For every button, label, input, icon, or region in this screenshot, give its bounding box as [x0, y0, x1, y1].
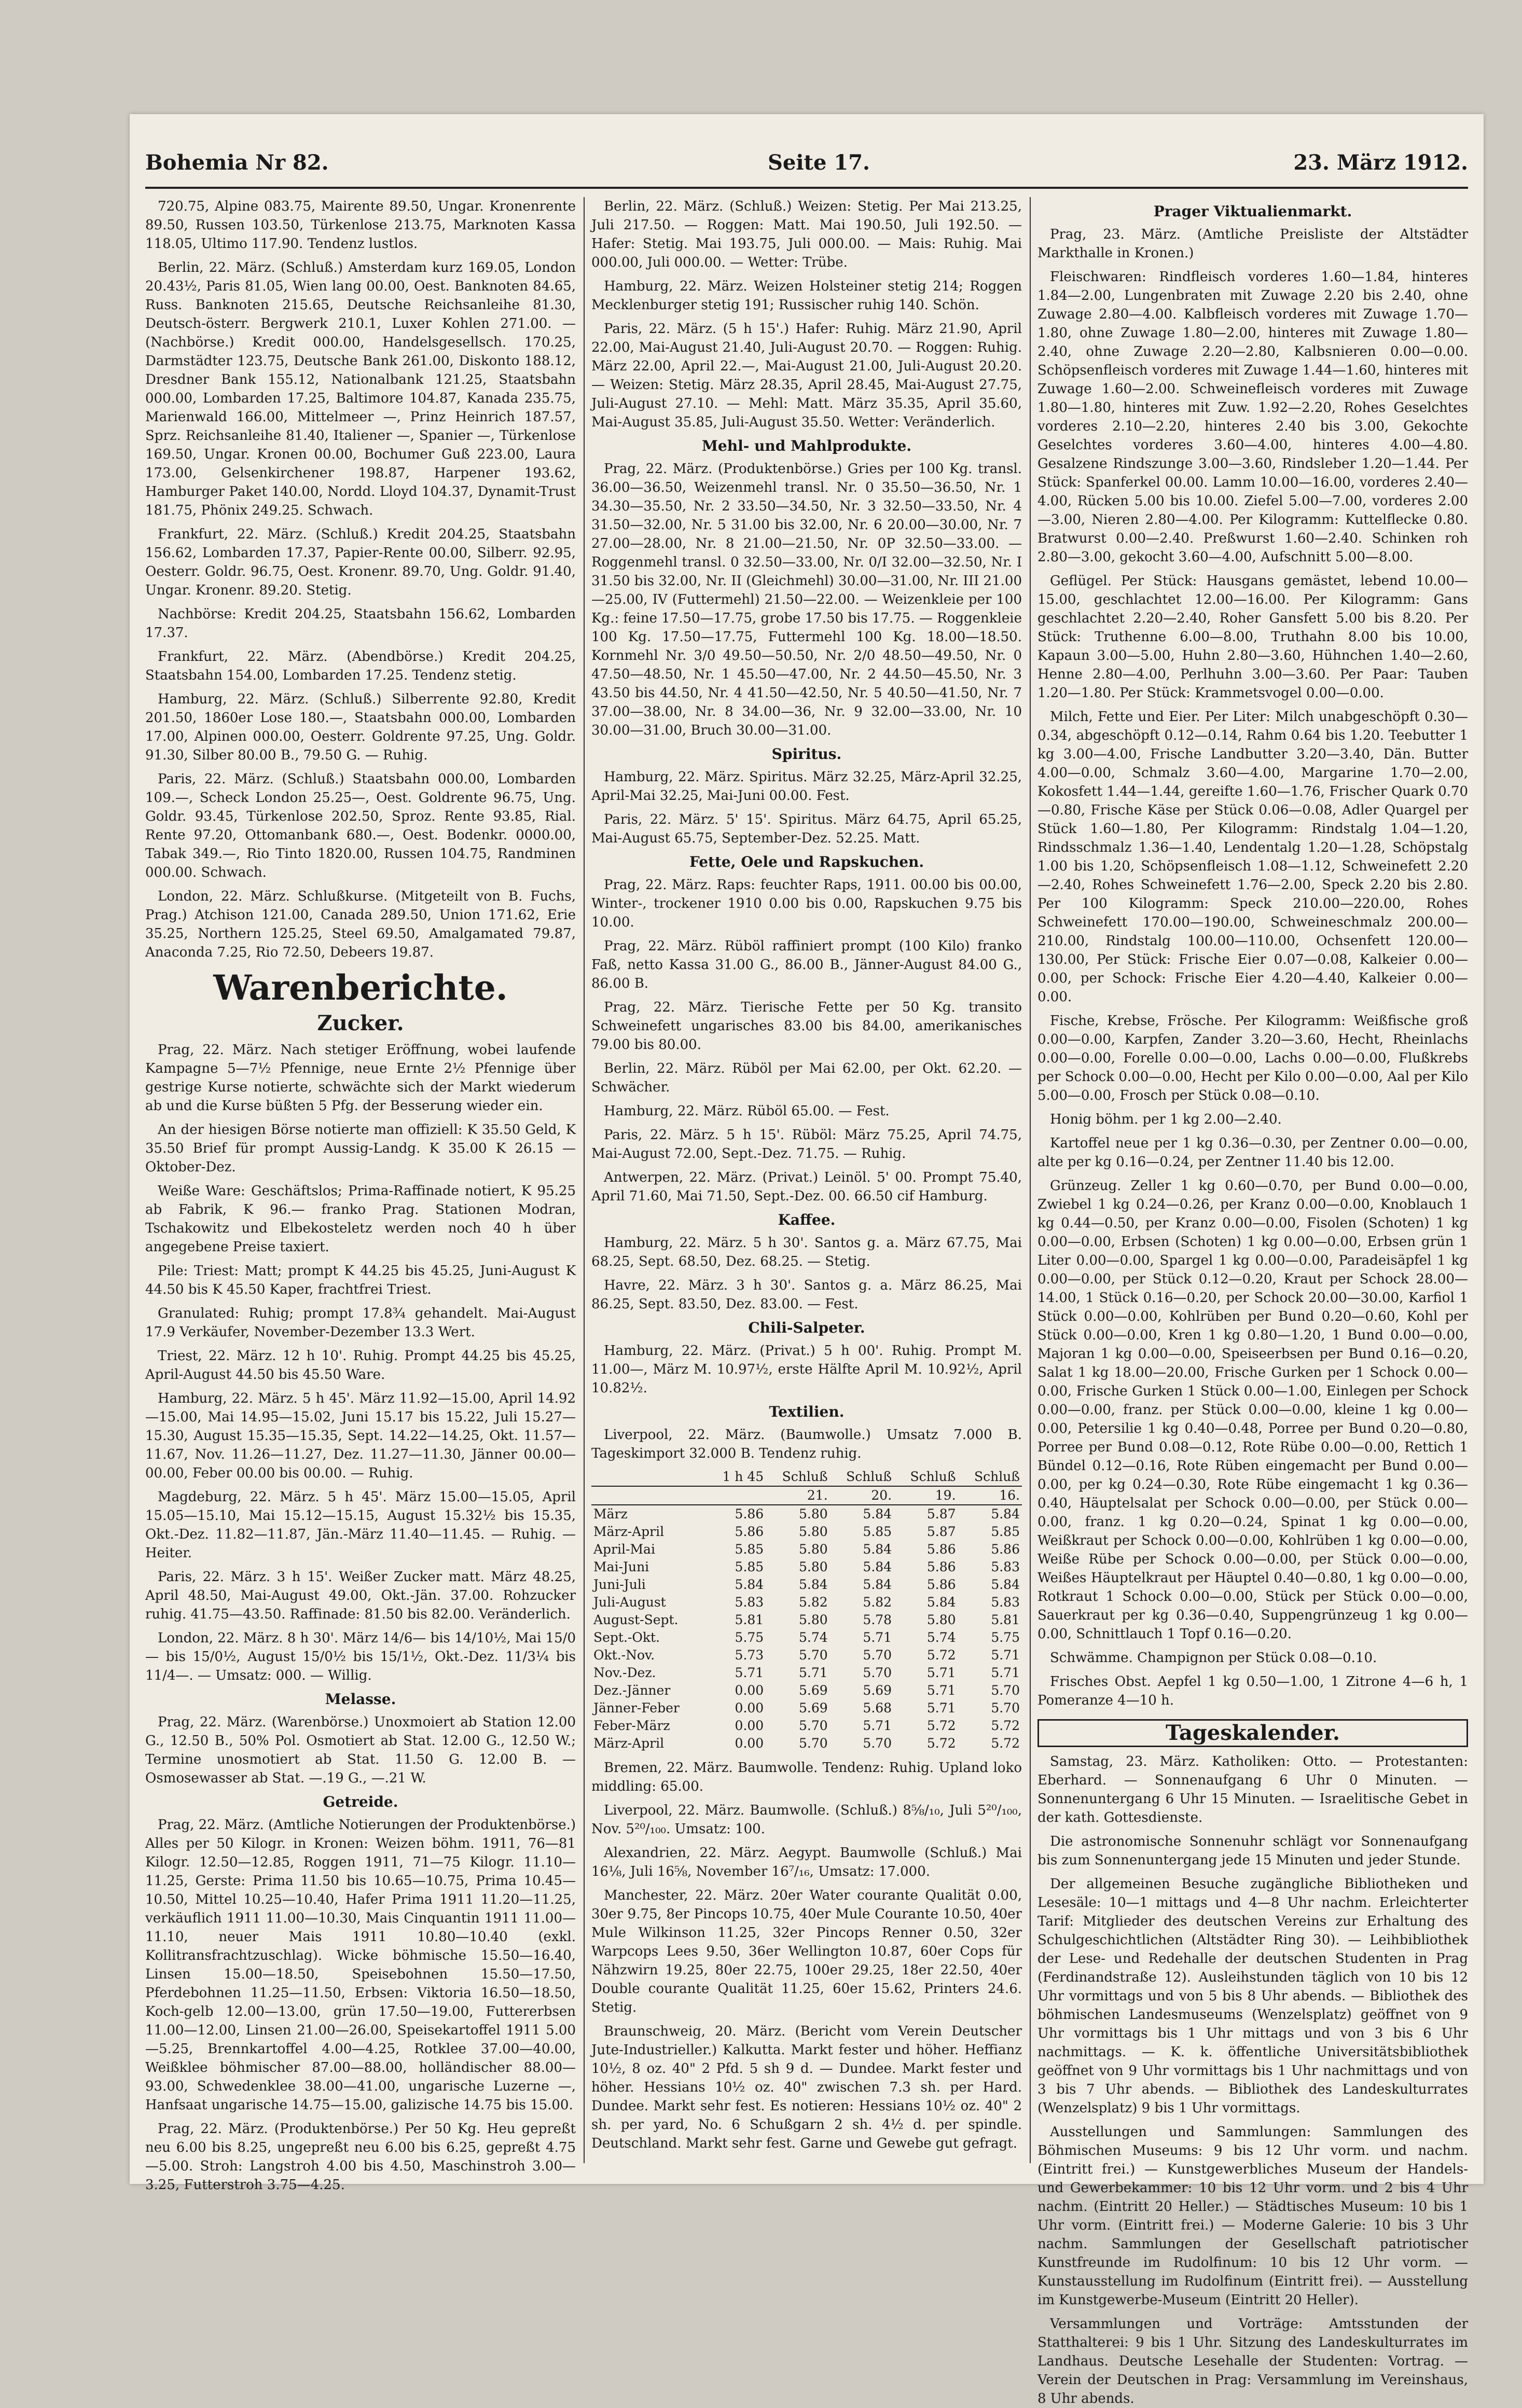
- table-row: [591, 1611, 1022, 1629]
- table-cell: 5.78: [863, 1612, 892, 1627]
- table-cell: Mai-Juni: [593, 1559, 649, 1574]
- table-cell: 5.71: [863, 1718, 892, 1733]
- table-cell: 5.71: [735, 1665, 764, 1680]
- market-paragraph: Prag, 22. März. (Warenbörse.) Unoxmoiert ab Station 12.00 G., 12.50 B., 50% Pol. Osmotiert ab Stat. 12.00 G., 12.50 W.; Termine unosmotiert ab Stat. 11.50 G. 12.00 B. — Osmosewasser ab Stat. —.19 G., —.21 W.: [145, 1714, 576, 1786]
- table-cell: 5.69: [863, 1683, 892, 1698]
- market-paragraph: Prag, 22. März. Tierische Fette per 50 Kg. transito Schweinefett ungarisches 83.00 bis 84.00, amerikanisches 79.00 bis 80.00.: [591, 1000, 1022, 1053]
- market-paragraph: Berlin, 22. März. (Schluß.) Weizen: Stetig. Per Mai 213.25, Juli 217.50. — Roggen: Matt. Mai 190.50, Juli 192.50. — Hafer: Stetig. Mai 193.75, Juli 000.00. — Mais: Ruhig. Mai 000.00, Juli 000.00. — Wetter: Trübe.: [591, 199, 1022, 270]
- table-header-cell: Schluß: [894, 1468, 958, 1486]
- table-row: [591, 1717, 1022, 1735]
- table-cell: 5.84: [991, 1577, 1020, 1592]
- section-title-spiritus: Spiritus.: [771, 745, 842, 763]
- market-paragraph: Berlin, 22. März. (Schluß.) Amsterdam kurz 169.05, London 20.43½, Paris 81.05, Wien lang 00.00, Oest. Banknoten 84.65, Russ. Banknoten 215.65, Deutsche Reichsanleihe 81.30, Deutsch-österr. Bergwerk 210.1, Luxer Kohlen 271.00. — (Nachbörse.) Kredit 000.00, Handelsgesellsch. 170.25, Darmstädter 123.75, Deutsche Bank 261.00, Diskonto 188.12, Dresdner Bank 155.12, Nationalbank 121.25, Staatsbahn 000.00, Lombarden 17.25, Baltimore 104.87, Kanada 235.75, Marienwald 166.00, Mittelmeer —, Prinz Heinrich 187.57, Sprz. Reichsanleihe 81.40, Italiener —, Spanier —, Türkenlose 169.50, Ungar. Kronen 00.00, Bochumer Guß 223.00, Laura 173.00, Gelsenkirchener 198.87, Harpener 193.62, Hamburger Paket 140.00, Nordd. Lloyd 104.37, Dynamit-Trust 181.75, Phönix 249.25. Schwach.: [145, 260, 576, 518]
- table-cell: 5.72: [991, 1736, 1020, 1751]
- table-cell: Juli-August: [593, 1595, 666, 1610]
- market-paragraph: Braunschweig, 20. März. (Bericht vom Verein Deutscher Jute-Industrieller.) Kalkutta. Markt fester und höher. Heffianz 10½, 8 oz. 40" 2 Pfd. 5 sh 9 d. — Dundee. Markt fester und höher. Hessians 10½ oz. 40" zwischen 7.3 sh. per Hard. Dundee. Markt sehr fest. Es notieren: Hessians 10½ oz. 40" 2 sh. per yard, No. 6 Schußgarn 2 sh. 4½ d. per spindle. Deutschland. Markt sehr fest. Garne und Gewebe gut gefragt.: [591, 2024, 1022, 2151]
- market-paragraph: London, 22. März. 8 h 30'. März 14/6— bis 14/10½, Mai 15/0— bis 15/0½, August 15/0½ bis 15/1½, Okt.-Dez. 11/3¼ bis 11/4—. — Umsatz: 000. — Willig.: [145, 1630, 576, 1683]
- table-row: [591, 1523, 1022, 1541]
- table-cell: 5.70: [798, 1718, 828, 1733]
- table-cell: 5.84: [863, 1542, 892, 1557]
- table-cell: 0.00: [735, 1736, 764, 1751]
- table-cell: 5.69: [798, 1683, 828, 1698]
- table-cell: Nov.-Dez.: [593, 1665, 656, 1680]
- market-paragraph: Milch, Fette und Eier. Per Liter: Milch unabgeschöpft 0.30—0.34, abgeschöpft 0.12—0.14, Rahm 0.64 bis 1.20. Teebutter 1 kg 3.00—4.00, Frische Landbutter 3.20—3.40, Dän. Butter 4.00—0.00, Schmalz 3.60—4.00, Margarine 1.70—2.00, Kokosfett 1.44—1.44, gereifte 1.60—1.76, Frischer Quark 0.70—0.80, Frische Käse per Stück 0.06—0.08, Adler Quargel per Stück 1.60—1.80, Per Kilogramm: Rindstalg 1.04—1.20, Rindsschmalz 1.36—1.40, Lendentalg 1.20—1.28, Schöpstalg 1.00 bis 1.20, Schöpsenfleisch 1.08—1.12, Schweinefett 2.20—2.40, Rohes Schweinefett 1.76—2.00, Speck 2.20 bis 2.80. Per 100 Kilogramm: Speck 210.00—220.00, Rohes Schweinefett 170.00—190.00, Schweineschmalz 200.00—210.00, Rindstalg 100.00—110.00, Ochsenfett 120.00—130.00, Per Stück: Frische Eier 0.07—0.08, Kalkeier 0.00—0.00, per Schock: Frische Eier 4.20—4.40, Kalkeier 0.00—0.00.: [1037, 709, 1468, 1005]
- table-cell: 5.80: [926, 1612, 956, 1627]
- table-cell: 5.70: [798, 1648, 828, 1663]
- table-cell: 5.84: [863, 1559, 892, 1574]
- market-paragraph: Prag, 23. März. (Amtliche Preisliste der Altstädter Markthalle in Kronen.): [1037, 227, 1468, 261]
- table-row: [591, 1646, 1022, 1664]
- market-paragraph: Hamburg, 22. März. Rüböl 65.00. — Fest.: [604, 1103, 890, 1119]
- table-row: [591, 1576, 1022, 1594]
- table-cell: Sept.-Okt.: [593, 1630, 660, 1645]
- column-divider: [1030, 197, 1031, 2163]
- table-header-cell: 1 h 45: [707, 1468, 766, 1486]
- section-title-viktualienmarkt: Prager Viktualienmarkt.: [1153, 203, 1352, 220]
- table-header-cell: [591, 1468, 707, 1486]
- table-cell: 5.80: [798, 1542, 828, 1557]
- calendar-paragraph: Ausstellungen und Sammlungen: Sammlungen des Böhmischen Museums: 9 bis 12 Uhr vorm. und nachm. (Eintritt frei.) — Kunstgewerbliches Museum der Handels- und Gewerbekammer: 10 bis 12 Uhr vorm. und 2 bis 4 Uhr nachm. (Eintritt 20 Heller.) — Städtisches Museum: 10 bis 1 Uhr vorm. (Eintritt frei.) — Moderne Galerie: 10 bis 3 Uhr nachm. Sammlungen der Gesellschaft patriotischer Kunstfreunde im Rudolfinum: 10 bis 12 Uhr vorm. — Kunstausstellung im Rudolfinum (Eintritt frei). — Ausstellung im Kunstgewerbe-Museum (Eintritt 20 Heller).: [1037, 2124, 1468, 2308]
- table-cell: 5.71: [991, 1648, 1020, 1663]
- table-cell: 5.71: [926, 1683, 956, 1698]
- table-header-cell: 21.: [766, 1486, 829, 1505]
- table-cell: 5.86: [926, 1542, 956, 1557]
- table-cell: März: [593, 1506, 628, 1521]
- table-cell: August-Sept.: [593, 1612, 679, 1627]
- market-paragraph: Fische, Krebse, Frösche. Per Kilogramm: Weißfische groß 0.00—0.00, Karpfen, Zander 3.20—3.60, Hecht, Rheinlachs 0.00—0.00, Forelle 0.00—0.00, Lachs 0.00—0.00, Flußkrebs per Schock 0.00—0.00, Hecht per Kilo 0.00—0.00, Aal per Kilo 5.00—0.00, Frosch per Stück 0.08—0.10.: [1037, 1013, 1468, 1103]
- header-date: 23. März 1912.: [1293, 150, 1468, 175]
- column-divider: [584, 197, 585, 2163]
- market-paragraph: Granulated: Ruhig; prompt 17.8¾ gehandelt. Mai-August 17.9 Verkäufer, November-Dezember 13.3 Wert.: [145, 1306, 576, 1340]
- table-cell: 5.72: [926, 1736, 956, 1751]
- market-paragraph: Paris, 22. März. 5 h 15'. Rüböl: März 75.25, April 74.75, Mai-August 72.00, Sept.-Dez. 71.75. — Ruhig.: [591, 1127, 1022, 1161]
- market-paragraph: Liverpool, 22. März. Baumwolle. (Schluß.) 8⅝/₁₀, Juli 5²⁰/₁₀₀, Nov. 5²⁰/₁₀₀. Umsatz: 100.: [591, 1803, 1022, 1837]
- table-cell: 5.75: [735, 1630, 764, 1645]
- table-cell: 0.00: [735, 1718, 764, 1733]
- market-paragraph: Pile: Triest: Matt; prompt K 44.25 bis 45.25, Juni-August K 44.50 bis K 45.50 Kaper, frachtfrei Triest.: [145, 1263, 576, 1297]
- table-cell: 5.75: [991, 1630, 1020, 1645]
- section-title-getreide: Getreide.: [323, 1793, 398, 1810]
- calendar-paragraph: Der allgemeinen Besuche zugängliche Bibliotheken und Lesesäle: 10—1 mittags und 4—8 Uhr nachm. Erleichterter Tarif: Mitglieder des deutschen Vereins zur Erhaltung des Schulgeschichtlichen (Altstädter Ring 30). — Leihbibliothek der Lese- und Redehalle der deutschen Studenten in Prag (Ferdinandstraße 12). Ausleihstunden täglich von 10 bis 12 Uhr vormittags und von 5 bis 8 Uhr abends. — Bibliothek des böhmischen Landesmuseums (Wenzelsplatz) geöffnet von 9 Uhr vormittags bis 1 Uhr mittags und von 3 bis 6 Uhr nachmittags. — K. k. öffentliche Universitätsbibliothek geöffnet von 9 Uhr vormittags bis 1 Uhr nachmittags und von 3 bis 7 Uhr abends. — Bibliothek des Landeskulturrates (Wenzelsplatz) 9 bis 1 Uhr vormittags.: [1037, 1876, 1468, 2116]
- section-title-tageskalender: Tageskalender.: [1037, 1719, 1468, 1747]
- table-cell: 5.86: [735, 1524, 764, 1539]
- market-paragraph: Hamburg, 22. März. 5 h 45'. März 11.92—15.00, April 14.92—15.00, Mai 14.95—15.02, Juni 15.17 bis 15.22, Juli 15.27—15.30, August 15.35—15.35, Sept. 14.22—14.25, Okt. 11.57—11.67, Nov. 11.26—11.27, Dez. 11.27—11.30, Jänner 00.00—00.00, Feber 00.00 bis 00.00. — Ruhig.: [145, 1391, 576, 1481]
- table-cell: 5.85: [991, 1524, 1020, 1539]
- market-paragraph: Magdeburg, 22. März. 5 h 45'. März 15.00—15.05, April 15.05—15.10, Mai 15.12—15.15, August 15.32½ bis 15.35, Okt.-Dez. 11.82—11.87, Jän.-März 11.40—11.45. — Ruhig. — Heiter.: [145, 1489, 576, 1561]
- table-cell: 5.85: [735, 1542, 764, 1557]
- table-cell: 5.82: [863, 1595, 892, 1610]
- table-cell: 5.70: [863, 1665, 892, 1680]
- market-paragraph: Triest, 22. März. 12 h 10'. Ruhig. Prompt 44.25 bis 45.25, April-August 44.50 bis 45.50 Ware.: [145, 1348, 576, 1382]
- table-cell: 5.70: [798, 1736, 828, 1751]
- table-cell: 5.84: [735, 1577, 764, 1592]
- table-cell: 5.84: [991, 1506, 1020, 1521]
- table-header-cell: Schluß: [958, 1468, 1022, 1486]
- market-paragraph: Manchester, 22. März. 20er Water courante Qualität 0.00, 30er 9.75, 8er Pincops 10.75, 40er Mule Courante 10.50, 40er Mule Wilkinson 11.25, 32er Pincops Renner 0.50, 32er Warpcops Lees 9.50, 36er Wellington 10.87, 60er Cops für Nähzwirn 19.25, 80er 22.75, 100er 29.25, 18er 22.50, 40er Double courante Qualität 11.25, 60er 15.62, Printers 24.6. Stetig.: [591, 1888, 1022, 2015]
- table-header-cell: Schluß: [766, 1468, 829, 1486]
- market-paragraph: Alexandrien, 22. März. Aegypt. Baumwolle (Schluß.) Mai 16⅛, Juli 16⅝, November 16⁷/₁₆, Umsatz: 17.000.: [591, 1845, 1022, 1879]
- table-cell: März-April: [593, 1524, 665, 1539]
- table-cell: 5.87: [926, 1524, 956, 1539]
- table-cell: 5.86: [991, 1542, 1020, 1557]
- market-paragraph: Paris, 22. März. 5' 15'. Spiritus. März 64.75, April 65.25, Mai-August 65.75, September-Dez. 52.25. Matt.: [591, 812, 1022, 846]
- market-paragraph: Paris, 22. März. 3 h 15'. Weißer Zucker matt. März 48.25, April 48.50, Mai-August 49.00, Okt.-Jän. 37.00. Rohzucker ruhig. 41.75—43.50. Raffinade: 81.50 bis 82.00. Veränderlich.: [145, 1569, 576, 1622]
- table-cell: 5.72: [926, 1648, 956, 1663]
- section-title-melasse: Melasse.: [325, 1691, 396, 1708]
- market-paragraph: Kartoffel neue per 1 kg 0.36—0.30, per Zentner 0.00—0.00, alte per kg 0.16—0.24, per Zentner 11.40 bis 12.00.: [1037, 1136, 1468, 1170]
- market-paragraph: Liverpool, 22. März. (Baumwolle.) Umsatz 7.000 B. Tageskimport 32.000 B. Tendenz ruhig.: [591, 1427, 1022, 1461]
- table-cell: 5.84: [863, 1506, 892, 1521]
- market-paragraph: Hamburg, 22. März. Spiritus. März 32.25, März-April 32.25, April-Mai 32.25, Mai-Juni 00.00. Fest.: [591, 769, 1022, 804]
- table-cell: Feber-März: [593, 1718, 670, 1733]
- table-cell: Okt.-Nov.: [593, 1648, 655, 1663]
- table-cell: 5.72: [991, 1718, 1020, 1733]
- table-row: [591, 1629, 1022, 1646]
- table-cell: 5.85: [863, 1524, 892, 1539]
- table-cell: 5.81: [991, 1612, 1020, 1627]
- market-paragraph: London, 22. März. Schlußkurse. (Mitgeteilt von B. Fuchs, Prag.) Atchison 121.00, Canada 289.50, Union 171.62, Erie 35.25, Northern 125.25, Steel 69.50, Amalgamated 79.87, Anaconda 7.25, Rio 72.50, Debeers 19.87.: [145, 889, 576, 960]
- table-cell: 5.83: [735, 1595, 764, 1610]
- table-cell: 5.71: [926, 1700, 956, 1715]
- calendar-paragraph: Samstag, 23. März. Katholiken: Otto. — Protestanten: Eberhard. — Sonnenaufgang 6 Uhr 0 Minuten. — Sonnenuntergang 6 Uhr 15 Minuten. — Israelitische Gebet in der kath. Gottesdienste.: [1037, 1754, 1468, 1825]
- table-cell: 5.87: [926, 1506, 956, 1521]
- table-cell: 5.83: [991, 1595, 1020, 1610]
- section-title-zucker: Zucker.: [317, 1011, 404, 1035]
- market-paragraph: Nachbörse: Kredit 204.25, Staatsbahn 156.62, Lombarden 17.37.: [145, 606, 576, 641]
- table-row: [591, 1735, 1022, 1752]
- market-paragraph: Paris, 22. März. (Schluß.) Staatsbahn 000.00, Lombarden 109.—, Scheck London 25.25—, Oest. Goldrente 96.75, Ung. Goldr. 93.45, Türkenlose 202.50, Sproz. Rente 93.85, Rial. Rente 97.20, Ottomanbank 680.—, Oest. Bodenkr. 0000.00, Tabak 349.—, Rio Tinto 1820.00, Russen 104.75, Randminen 000.00. Schwach.: [145, 771, 576, 880]
- table-cell: 5.71: [798, 1665, 828, 1680]
- table-cell: 5.72: [926, 1718, 956, 1733]
- section-title-warenberichte: Warenberichte.: [213, 967, 508, 1008]
- table-cell: 5.84: [863, 1577, 892, 1592]
- table-cell: 5.70: [863, 1736, 892, 1751]
- market-paragraph: 720.75, Alpine 083.75, Mairente 89.50, Ungar. Kronenrente 89.50, Russen 103.50, Türkenlose 213.75, Marknoten Kassa 118.05, Ultimo 117.90. Tendenz lustlos.: [145, 199, 576, 252]
- header-page-number: Seite 17.: [768, 150, 870, 175]
- table-cell: 5.70: [863, 1648, 892, 1663]
- table-cell: Juni-Juli: [593, 1577, 646, 1592]
- table-cell: 5.86: [926, 1559, 956, 1574]
- table-cell: 0.00: [735, 1700, 764, 1715]
- section-title-kaffee: Kaffee.: [778, 1211, 836, 1228]
- calendar-paragraph: Versammlungen und Vorträge: Amtsstunden der Statthalterei: 9 bis 1 Uhr. Sitzung des Landeskulturrates im Landhaus. Deutsche Lesehalle der Studenten: Vortrag. — Verein der Deutschen in Prag: Versammlung im Vereinshaus, 8 Uhr abends.: [1037, 2316, 1468, 2406]
- header-rule: [145, 187, 1468, 189]
- table-cell: Jänner-Feber: [593, 1700, 680, 1715]
- table-row: [591, 1558, 1022, 1576]
- section-title-mehl: Mehl- und Mahlprodukte.: [701, 437, 912, 454]
- header-issue: Bohemia Nr 82.: [145, 150, 329, 175]
- table-cell: 5.74: [926, 1630, 956, 1645]
- table-cell: 5.70: [991, 1683, 1020, 1698]
- market-paragraph: An der hiesigen Börse notierte man offiziell: K 35.50 Geld, K 35.50 Brief für prompt Aussig-Landg. K 35.00 K 26.15 — Oktober-Dez.: [145, 1122, 576, 1175]
- market-paragraph: Prag, 22. März. Rüböl raffiniert prompt (100 Kilo) franko Faß, netto Kassa 31.00 G., 86.00 B., Jänner-August 84.00 G., 86.00 B.: [591, 938, 1022, 991]
- table-cell: 5.68: [863, 1700, 892, 1715]
- table-header-cell: 16.: [958, 1486, 1022, 1505]
- table-cell: 5.80: [798, 1559, 828, 1574]
- table-cell: April-Mai: [593, 1542, 655, 1557]
- cotton-price-table: [591, 1468, 1022, 1752]
- table-cell: 5.71: [991, 1665, 1020, 1680]
- table-cell: 5.70: [991, 1700, 1020, 1715]
- market-paragraph: Honig böhm. per 1 kg 2.00—2.40.: [1050, 1112, 1282, 1127]
- section-title-chili: Chili-Salpeter.: [748, 1319, 865, 1336]
- table-cell: Dez.-Jänner: [593, 1683, 671, 1698]
- section-title-fette: Fette, Oele und Rapskuchen.: [689, 853, 924, 870]
- market-paragraph: Frankfurt, 22. März. (Schluß.) Kredit 204.25, Staatsbahn 156.62, Lombarden 17.37, Papier-Rente 00.00, Silberr. 92.95, Oesterr. Goldr. 96.75, Oest. Kronenr. 89.70, Ung. Goldr. 91.40, Ungar. Kronenr. 89.20. Stetig.: [145, 527, 576, 598]
- column-2: [591, 197, 1022, 2163]
- table-cell: 5.71: [863, 1630, 892, 1645]
- table-cell: 5.84: [798, 1577, 828, 1592]
- table-cell: 5.80: [798, 1612, 828, 1627]
- table-cell: 0.00: [735, 1683, 764, 1698]
- table-cell: 5.69: [798, 1700, 828, 1715]
- table-cell: März-April: [593, 1736, 665, 1751]
- market-paragraph: Weiße Ware: Geschäftslos; Prima-Raffinade notiert, K 95.25 ab Fabrik, K 96.— franko Prag. Stationen Modran, Tschakowitz und Elbekosteletz werden noch 40 h über angegebene Preise taxiert.: [145, 1183, 576, 1255]
- market-paragraph: Frankfurt, 22. März. (Abendbörse.) Kredit 204.25, Staatsbahn 154.00, Lombarden 17.25. Tendenz stetig.: [145, 649, 576, 683]
- table-cell: 5.74: [798, 1630, 828, 1645]
- table-subheader-row: [591, 1486, 1022, 1505]
- table-cell: 5.83: [991, 1559, 1020, 1574]
- table-row: [591, 1594, 1022, 1611]
- table-row: [591, 1541, 1022, 1558]
- table-header-cell: 20.: [830, 1486, 894, 1505]
- table-cell: 5.80: [798, 1506, 828, 1521]
- market-paragraph: Prag, 22. März. (Amtliche Notierungen der Produktenbörse.) Alles per 50 Kilogr. in Kronen: Weizen böhm. 1911, 76—81 Kilogr. 12.50—12.85, Roggen 1911, 71—75 Kilogr. 11.10—11.25, Gerste: Prima 11.50 bis 10.65—10.75, Prima 10.45—10.50, Mittel 10.25—10.40, Hafer Prima 1911 11.20—11.25, verkäuflich 1911 11.00—10.30, Mais Cinquantin 1911 11.00—11.10, neuer Mais 1911 10.80—10.40 (exkl. Kollitransfrachtzuschlag). Wicke böhmische 15.50—16.40, Linsen 15.00—18.50, Speisebohnen 15.50—17.50, Pferdebohnen 11.25—11.50, Erbsen: Viktoria 16.50—18.50, Koch-gelb 12.00—13.00, grün 17.50—19.00, Futtererbsen 11.00—12.00, Linsen 21.00—26.00, Speisekartoffel 1911 5.00—5.25, Brennkartoffel 4.00—4.25, Rotklee 37.00—40.00, Weißklee böhmischer 87.00—88.00, holländischer 88.00—93.00, Schwedenklee 38.00—41.00, ungarische Luzerne —, Hanfsaat ungarische 14.75—15.00, galizische 14.75 bis 15.00.: [145, 1817, 576, 2113]
- market-paragraph: Havre, 22. März. 3 h 30'. Santos g. a. März 86.25, Mai 86.25, Sept. 83.50, Dez. 83.00. — Fest.: [591, 1278, 1022, 1312]
- table-row: [591, 1505, 1022, 1523]
- calendar-paragraph: Die astronomische Sonnenuhr schlägt vor Sonnenaufgang bis zum Sonnenuntergang jede 15 Minuten und jeder Stunde.: [1037, 1834, 1468, 1868]
- newspaper-page: [130, 114, 1484, 2406]
- column-3: [1037, 197, 1468, 2406]
- table-body: [591, 1505, 1022, 1752]
- market-paragraph: Hamburg, 22. März. 5 h 30'. Santos g. a. März 67.75, Mai 68.25, Sept. 68.50, Dez. 68.25. — Stetig.: [591, 1235, 1022, 1269]
- market-paragraph: Frisches Obst. Aepfel 1 kg 0.50—1.00, 1 Zitrone 4—6 h, 1 Pomeranze 4—10 h.: [1037, 1674, 1468, 1708]
- table-cell: 5.82: [798, 1595, 828, 1610]
- market-paragraph: Geflügel. Per Stück: Hausgans gemästet, lebend 10.00—15.00, geschlachtet 12.00—16.00. Per Kilogramm: Gans geschlachtet 2.20—2.40, Roher Gansfett 5.00 bis 8.20. Per Stück: Truthenne 6.00—8.00, Truthahn 8.00 bis 10.00, Kapaun 3.00—5.00, Huhn 2.80—3.60, Hühnchen 1.40—2.60, Henne 2.80—4.00, Perlhuhn 3.00—3.60. Per Paar: Tauben 1.20—1.80. Per Stück: Krammetsvogel 0.00—0.00.: [1037, 573, 1468, 701]
- page-header: [145, 150, 1468, 182]
- table-row: [591, 1682, 1022, 1699]
- table-cell: 5.81: [735, 1612, 764, 1627]
- section-title-textilien: Textilien.: [769, 1403, 845, 1420]
- market-paragraph: Grünzeug. Zeller 1 kg 0.60—0.70, per Bund 0.00—0.00, Zwiebel 1 kg 0.24—0.26, per Kranz 0.00—0.00, Knoblauch 1 kg 0.44—0.50, per Kranz 0.00—0.00, Fisolen (Schoten) 1 kg 0.00—0.00, Erbsen (Schoten) 1 kg 0.00—0.00, Erbsen grün 1 Liter 0.00—0.00, Spargel 1 kg 0.00—0.00, Paradeisäpfel 1 kg 0.00—0.00, per Stück 0.12—0.20, Kraut per Schock 28.00—14.00, 1 Stück 0.16—0.20, per Schock 20.00—30.00, Karfiol 1 Stück 0.00—0.00, Kohlrüben per Bund 0.20—0.60, Kohl per Stück 0.00—0.00, Kren 1 kg 0.80—1.20, 1 Bund 0.00—0.00, Majoran 1 kg 0.00—0.00, Speiseerbsen per Bund 0.16—0.20, Salat 1 kg 18.00—20.00, Frische Gurken per 1 Schock 0.00—0.00, Frische Gurken 1 Stück 0.00—1.00, Einlegen per Schock 0.00—0.00, franz. per Stück 0.00—0.00, kleine 1 kg 0.00—0.00, Petersilie 1 kg 0.40—0.48, Porree per Bund 0.20—0.80, Porree per Bund 0.08—0.12, Rote Rübe 0.00—0.00, Rettich 1 Bündel 0.12—0.16, Rote Rüben eingemacht per Bund 0.00—0.00, per kg 0.24—0.30, Rote Rübe eingemacht 1 kg 0.36—0.40, Häuptelsalat per Schock 0.00—0.00, per Stück 0.00—0.00, franz. 1 kg 0.20—0.24, Spinat 1 kg 0.00—0.00, Weißkraut per Schock 0.00—0.00, Kohlrüben 1 kg 0.00—0.00, Weiße Rübe per Schock 0.00—0.00, per Stück 0.00—0.00, Weißes Häuptelkraut per Häuptel 0.40—0.80, 1 kg 0.00—0.00, Rotkraut 1 Schock 0.00—0.00, Stück per Stück 0.00—0.00, Sauerkraut per kg 0.36—0.40, Suppengrünzeug 1 kg 0.00—0.00, Schnittlauch 1 Topf 0.16—0.20.: [1037, 1178, 1468, 1642]
- table-cell: 5.86: [735, 1506, 764, 1521]
- market-paragraph: Hamburg, 22. März. (Privat.) 5 h 00'. Ruhig. Prompt M. 11.00—, März M. 10.97½, erste Hälfte April M. 10.92½, April 10.82½.: [591, 1343, 1022, 1396]
- table-header-cell: [707, 1486, 766, 1505]
- table-header-cell: Schluß: [830, 1468, 894, 1486]
- market-paragraph: Bremen, 22. März. Baumwolle. Tendenz: Ruhig. Upland loko middling: 65.00.: [591, 1760, 1022, 1794]
- column-1: [145, 197, 576, 2193]
- table-header-row: [591, 1468, 1022, 1486]
- market-paragraph: Hamburg, 22. März. Weizen Holsteiner stetig 214; Roggen Mecklenburger stetig 191; Russischer ruhig 140. Schön.: [591, 279, 1022, 313]
- market-paragraph: Paris, 22. März. (5 h 15'.) Hafer: Ruhig. März 21.90, April 22.00, Mai-August 21.40, Juli-August 20.70. — Roggen: Ruhig. März 22.00, April 22.—, Mai-August 21.00, Juli-August 20.20. — Weizen: Stetig. März 28.35, April 28.45, Mai-August 27.75, Juli-August 27.10. — Mehl: Matt. März 35.35, April 35.60, Mai-August 35.85, Juli-August 35.50. Wetter: Veränderlich.: [591, 321, 1022, 430]
- market-paragraph: Berlin, 22. März. Rüböl per Mai 62.00, per Okt. 62.20. — Schwächer.: [591, 1061, 1022, 1095]
- market-paragraph: Schwämme. Champignon per Stück 0.08—0.10.: [1050, 1650, 1377, 1666]
- market-paragraph: Prag, 22. März. (Produktenbörse.) Per 50 Kg. Heu gepreßt neu 6.00 bis 8.25, ungepreßt neu 6.00 bis 6.25, gepreßt 4.75—5.00. Stroh: Langstroh 4.00 bis 4.50, Maschinstroh 3.00—3.25, Futterstroh 3.75—4.25.: [145, 2121, 576, 2193]
- table-header-cell: 19.: [894, 1486, 958, 1505]
- table-cell: 5.84: [926, 1595, 956, 1610]
- table-cell: 5.80: [798, 1524, 828, 1539]
- market-paragraph: Fleischwaren: Rindfleisch vorderes 1.60—1.84, hinteres 1.84—2.00, Lungenbraten mit Zuwage 2.20 bis 2.40, ohne Zuwage 2.80—4.00. Kalbfleisch vorderes mit Zuwage 1.70—1.80, ohne Zuwage 1.80—2.00, hinteres mit Zuwage 1.80—2.40, ohne Zuwage 2.20—2.80, Kalbsnieren 0.00—0.00. Schöpsenfleisch vorderes mit Zuwage 1.44—1.60, hinteres mit Zuwage 1.60—2.00. Schweinefleisch vorderes mit Zuwage 1.80—1.80, hinteres mit Zuw. 1.92—2.20, Rohes Geselchtes vorderes 2.10—2.20, hinteres 2.40 bis 3.00, Gekochte Geselchtes vorderes 3.60—4.00, hinteres 4.00—4.80. Gesalzene Rindszunge 3.00—3.60, Rindsleber 1.20—1.44. Per Stück: Spanferkel 00.00. Lamm 10.00—16.00, vorderes 2.40—4.00, Rücken 5.00 bis 10.00. Ziefel 5.00—7.00, vorderes 2.00—3.00, Nieren 2.80—4.00. Per Kilogramm: Kuttelflecke 0.80. Bratwurst 0.00—2.40. Preßwurst 1.60—2.40. Schinken roh 2.80—3.00, gekocht 3.60—4.00, Aufschnitt 5.00—8.00.: [1037, 269, 1468, 565]
- market-paragraph: Prag, 22. März. (Produktenbörse.) Gries per 100 Kg. transl. 36.00—36.50, Weizenmehl transl. Nr. 0 35.50—36.50, Nr. 1 34.30—35.50, Nr. 2 33.50—34.50, Nr. 3 32.50—33.50, Nr. 4 31.50—32.00, Nr. 5 31.00 bis 32.00, Nr. 6 20.00—30.00, Nr. 7 27.00—28.00, Nr. 8 21.00—21.50, Nr. 0P 32.50—33.00. — Roggenmehl transl. 0 32.50—33.00, Nr. 0/I 32.00—32.50, Nr. I 31.50 bis 32.00, Nr. II (Gleichmehl) 30.00—31.00, Nr. III 21.00—25.00, IV (Futtermehl) 21.50—22.00. — Weizenkleie per 100 Kg.: feine 17.50—17.75, grobe 17.50 bis 17.75. — Roggenkleie 100 Kg. 17.50—17.75, Futtermehl 100 Kg. 18.00—18.50. Kornmehl Nr. 3/0 49.50—50.50, Nr. 2/0 48.50—49.50, Nr. 0 47.50—48.50, Nr. 1 45.50—47.00, Nr. 2 44.50—45.50, Nr. 3 43.50 bis 44.50, Nr. 4 41.50—42.50, Nr. 5 40.50—41.50, Nr. 7 37.00—38.00, Nr. 8 34.00—36, Nr. 9 32.00—33.00, Nr. 10 30.00—31.00, Bruch 30.00—31.00.: [591, 461, 1022, 738]
- table-row: [591, 1699, 1022, 1717]
- table-row: [591, 1664, 1022, 1682]
- market-paragraph: Prag, 22. März. Nach stetiger Eröffnung, wobei laufende Kampagne 5—7½ Pfennige, neue Ernte 2½ Pfennige über gestrige Kurse notierte, schwächte sich der Markt wiederum ab und die Kurse büßten 5 Pfg. der Besserung wieder ein.: [145, 1042, 576, 1114]
- market-paragraph: Hamburg, 22. März. (Schluß.) Silberrente 92.80, Kredit 201.50, 1860er Lose 180.—, Staatsbahn 000.00, Lombarden 17.00, Alpinen 000.00, Oesterr. Goldrente 97.25, Ung. Goldr. 91.30, Silber 80.00 B., 79.50 G. — Ruhig.: [145, 691, 576, 763]
- table-cell: 5.86: [926, 1577, 956, 1592]
- table-header-cell: [591, 1486, 707, 1505]
- table-cell: 5.85: [735, 1559, 764, 1574]
- market-paragraph: Prag, 22. März. Raps: feuchter Raps, 1911. 00.00 bis 00.00, Winter-, trockener 1910 0.00 bis 0.00, Rapskuchen 9.75 bis 10.00.: [591, 877, 1022, 930]
- market-paragraph: Antwerpen, 22. März. (Privat.) Leinöl. 5' 00. Prompt 75.40, April 71.60, Mai 71.50, Sept.-Dez. 00. 66.50 cif Hamburg.: [591, 1170, 1022, 1204]
- table-cell: 5.73: [735, 1648, 764, 1663]
- table-cell: 5.71: [926, 1665, 956, 1680]
